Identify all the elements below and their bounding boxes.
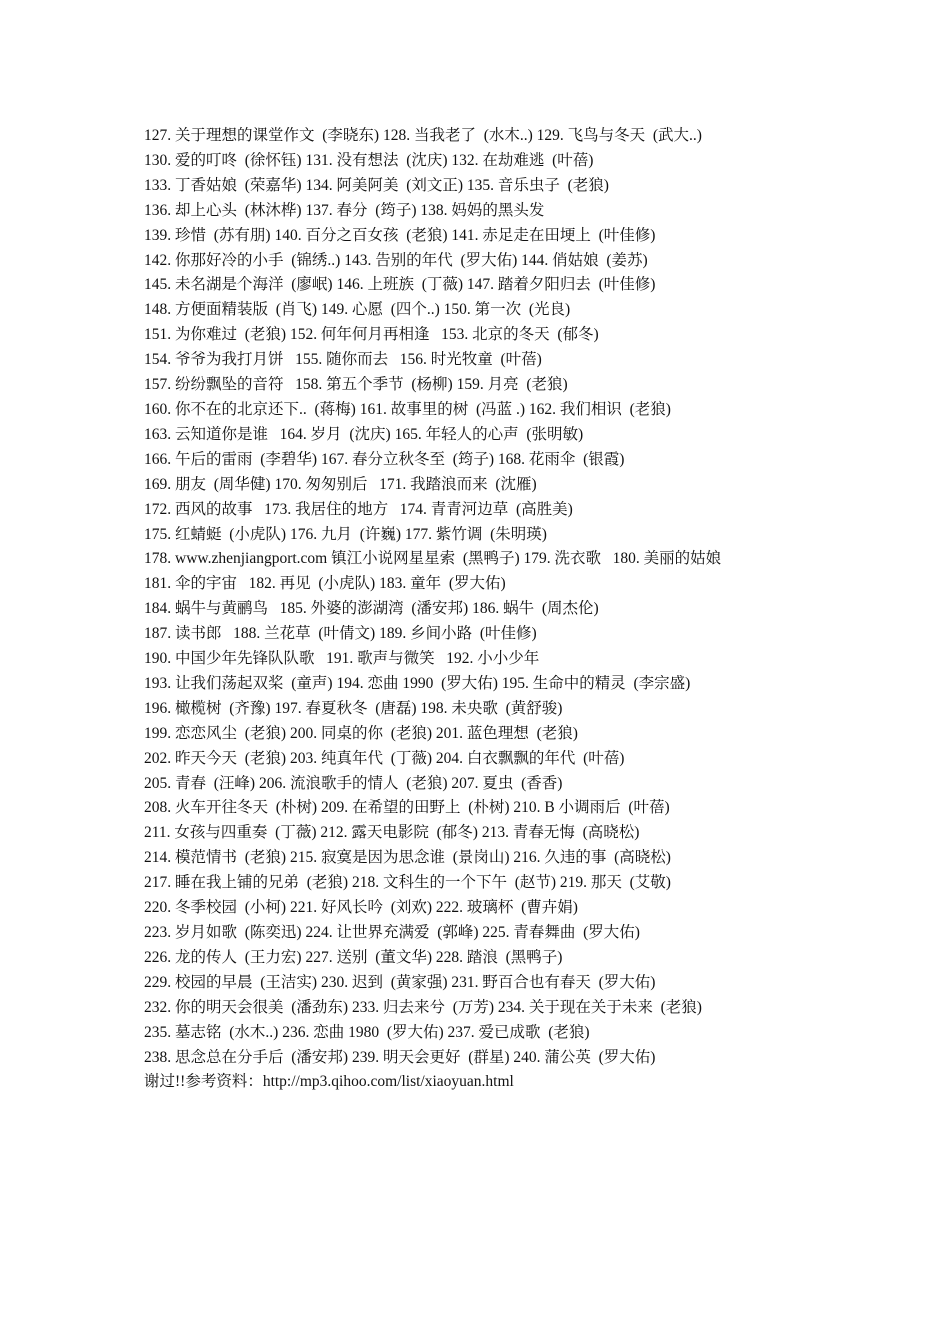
list-line: 151. 为你难过 (老狼) 152. 何年何月再相逢 153. 北京的冬天 (郁冬) [144,326,599,344]
list-line: 238. 思念总在分手后 (潘安邦) 239. 明天会更好 (群星) 240. 蒲公英 (罗大佑) [144,1048,656,1066]
list-line: 205. 青春 (汪峰) 206. 流浪歌手的情人 (老狼) 207. 夏虫 (香香) [144,774,563,792]
list-line: 148. 方便面精装版 (肖飞) 149. 心愿 (四个..) 150. 第一次 (光良) [144,301,571,319]
list-line: 166. 午后的雷雨 (李碧华) 167. 春分立秋冬至 (筠子) 168. 花雨伞 (银霞) [144,450,625,468]
list-line: 181. 伞的宇宙 182. 再见 (小虎队) 183. 童年 (罗大佑) [144,575,506,593]
list-line: 235. 墓志铭 (水木..) 236. 恋曲 1980 (罗大佑) 237. 爱已成歌 (老狼) [144,1023,590,1041]
list-line: 190. 中国少年先锋队队歌 191. 歌声与微笑 192. 小小少年 [144,650,540,668]
list-line: 130. 爱的叮咚 (徐怀钰) 131. 没有想法 (沈庆) 132. 在劫难逃 (叶蓓) [144,151,594,169]
list-line: 217. 睡在我上铺的兄弟 (老狼) 218. 文科生的一个下午 (赵节) 219. 那天 (艾敬) [144,874,671,892]
list-line: 211. 女孩与四重奏 (丁薇) 212. 露天电影院 (郁冬) 213. 青春无悔 (高晓松) [144,824,640,842]
list-line: 223. 岁月如歌 (陈奕迅) 224. 让世界充满爱 (郭峰) 225. 青春舞曲 (罗大佑) [144,924,640,941]
list-line: 196. 橄榄树 (齐豫) 197. 春夏秋冬 (唐磊) 198. 未央歌 (黄舒骏) [144,699,563,717]
list-line: 232. 你的明天会很美 (潘劲东) 233. 归去来兮 (万芳) 234. 关于现在关于未来 (老狼) [144,998,702,1016]
list-line: 139. 珍惜 (苏有朋) 140. 百分之百女孩 (老狼) 141. 赤足走在田埂上 (叶佳修) [144,226,656,244]
list-line: 172. 西风的故事 173. 我居住的地方 174. 青青河边草 (高胜美) [144,500,573,518]
list-line: 175. 红蜻蜓 (小虎队) 176. 九月 (许巍) 177. 紫竹调 (朱明瑛) [144,525,547,543]
reference-line: 谢过!!参考资料：http://mp3.qihoo.com/list/xiaoyuan.html [144,1073,514,1091]
list-line: 145. 未名湖是个海洋 (廖岷) 146. 上班族 (丁薇) 147. 踏着夕阳归去 (叶佳修) [144,276,656,294]
list-line: 127. 关于理想的课堂作文 (李晓东) 128. 当我老了 (水木..) 129. 飞鸟与冬天 (武大..) [144,127,702,144]
list-line: 157. 纷纷飘坠的音符 158. 第五个季节 (杨柳) 159. 月亮 (老狼) [144,376,568,394]
list-line: 208. 火车开往冬天 (朴树) 209. 在希望的田野上 (朴树) 210. B 小调雨后 (叶蓓) [144,799,670,817]
list-line: 154. 爷爷为我打月饼 155. 随你而去 156. 时光牧童 (叶蓓) [144,351,542,369]
list-line: 169. 朋友 (周华健) 170. 匆匆别后 171. 我踏浪而来 (沈雁) [144,475,537,493]
list-line: 163. 云知道你是谁 164. 岁月 (沈庆) 165. 年轻人的心声 (张明敏) [144,425,584,443]
list-line: 136. 却上心头 (林沐桦) 137. 春分 (筠子) 138. 妈妈的黑头发 [144,201,545,219]
list-line: 229. 校园的早晨 (王洁实) 230. 迟到 (黄家强) 231. 野百合也有春天 (罗大佑) [144,973,656,991]
list-line: 214. 模范情书 (老狼) 215. 寂寞是因为思念谁 (景岗山) 216. 久违的事 (高晓松) [144,849,671,867]
list-line: 220. 冬季校园 (小柯) 221. 好风长吟 (刘欢) 222. 玻璃杯 (曹卉娟) [144,899,578,917]
list-line: 133. 丁香姑娘 (荣嘉华) 134. 阿美阿美 (刘文正) 135. 音乐虫子 (老狼) [144,176,609,194]
list-line: 178. www.zhenjiangport.com 镇江小说网星星索 (黑鸭子) 179. 洗衣歌 180. 美丽的姑娘 [144,550,722,568]
list-line: 160. 你不在的北京还下.. (蒋梅) 161. 故事里的树 (冯蓝 .) 162. 我们相识 (老狼) [144,400,671,418]
list-line: 142. 你那好冷的小手 (锦绣..) 143. 告别的年代 (罗大佑) 144. 俏姑娘 (姜苏) [144,251,648,269]
list-line: 193. 让我们荡起双桨 (童声) 194. 恋曲 1990 (罗大佑) 195. 生命中的精灵 (李宗盛) [144,674,691,692]
list-line: 187. 读书郎 188. 兰花草 (叶倩文) 189. 乡间小路 (叶佳修) [144,625,537,643]
list-line: 184. 蜗牛与黄鹂鸟 185. 外婆的澎湖湾 (潘安邦) 186. 蜗牛 (周杰伦) [144,600,599,618]
list-line: 199. 恋恋风尘 (老狼) 200. 同桌的你 (老狼) 201. 蓝色理想 (老狼) [144,724,578,742]
song-list [144,124,924,1095]
list-line: 202. 昨天今天 (老狼) 203. 纯真年代 (丁薇) 204. 白衣飘飘的年代 (叶蓓) [144,749,625,767]
list-line: 226. 龙的传人 (王力宏) 227. 送别 (董文华) 228. 踏浪 (黑鸭子) [144,948,563,966]
